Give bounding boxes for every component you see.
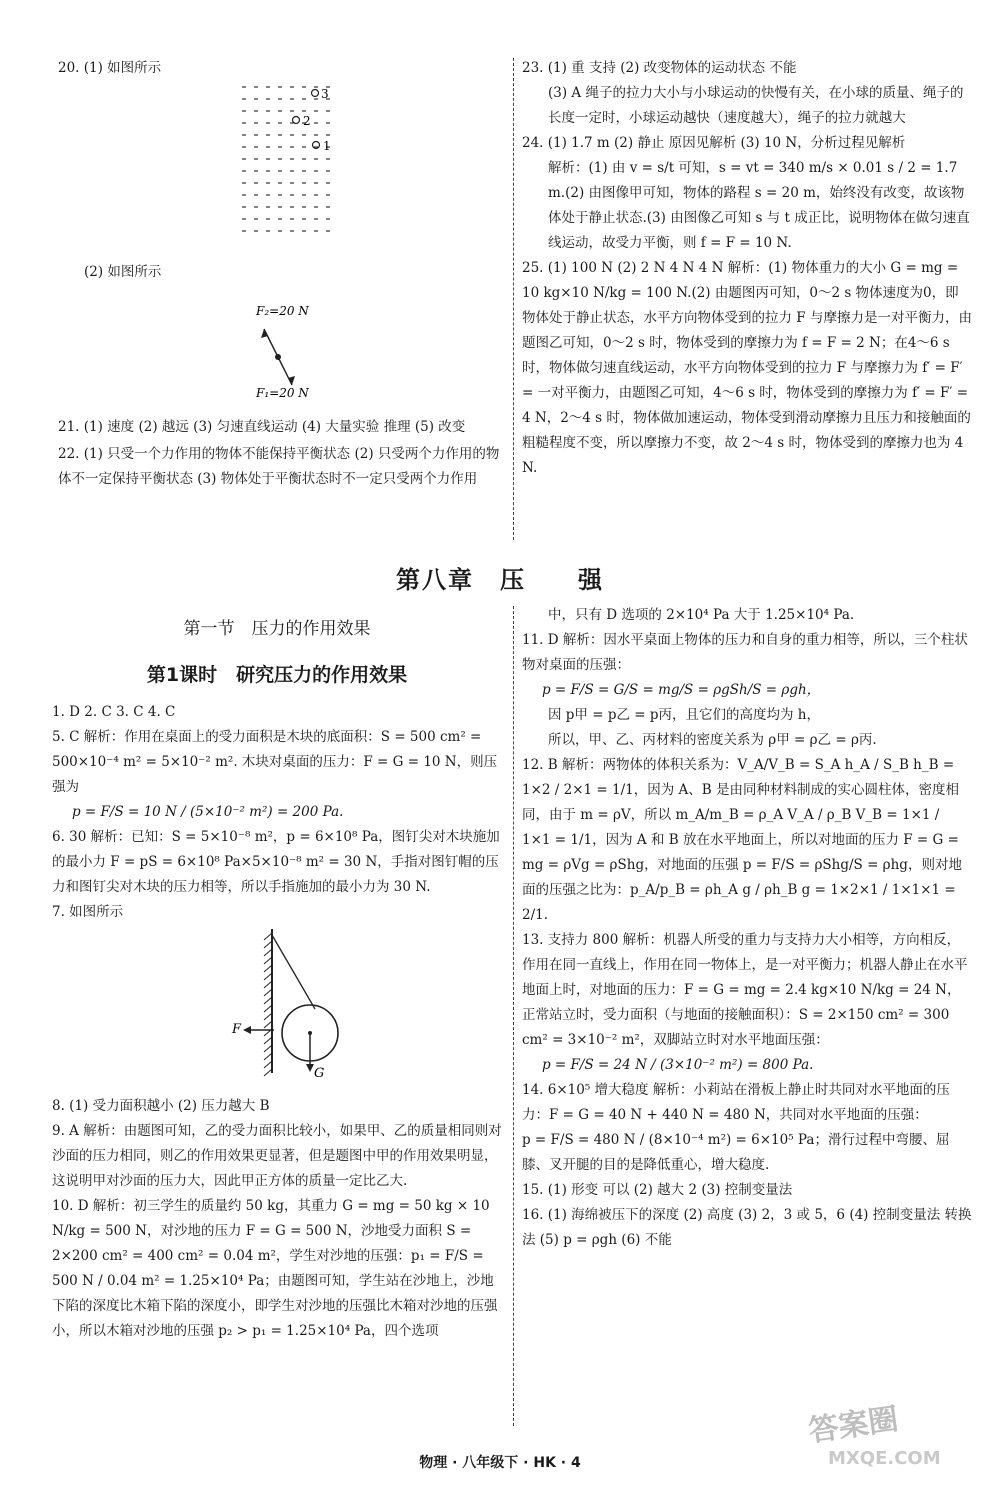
- q7: 7. 如图所示: [52, 904, 124, 920]
- q10-part1: 10. D 解析：初三学生的质量约 50 kg，其重力 G = mg = 50 kg × 10 N/kg = 500 N，对沙地的压力 F = G = 500 N，沙地受力面积 S = 2×200 cm² = 400 cm² = 0.04 m²，学生对沙地的压强：p₁ = F/S =: [52, 1198, 490, 1264]
- wall-hatch: [264, 989, 272, 996]
- position-point-2: [293, 117, 300, 124]
- q6: 6. 30 解析：已知：S = 5×10⁻⁸ m²，p = 6×10⁸ Pa，图钉尖对木块施加的最小力 F = pS = 6×10⁸ Pa×5×10⁻⁸ m² = 30 N，手指对图钉帽的压力和图钉尖对木块的压力相等，所以手指施加的最小力为 30 N.: [52, 829, 500, 895]
- point-label-3: 3: [321, 87, 329, 101]
- column-divider-bottom: [513, 606, 514, 1426]
- bottom-left-column: [52, 700, 502, 1344]
- wall-hatch: [264, 965, 272, 972]
- q13-formula: p = F/S = 24 N / (3×10⁻² m²) = 800 Pa.: [542, 1057, 814, 1073]
- q20-grid-figure: [58, 81, 506, 251]
- q21: 21. (1) 速度 (2) 越远 (3) 匀速直线运动 (4) 大量实验 推理 (5) 改变: [58, 419, 466, 435]
- arrowhead-g: [306, 1064, 314, 1072]
- wall-hatch: [264, 1037, 272, 1044]
- q11-formula: p = F/S = G/S = mg/S = ρgSh/S = ρgh，: [542, 682, 821, 698]
- q24-answer: 24. (1) 1.7 m (2) 静止 原因见解析 (3) 10 N，分析过程见解析: [522, 135, 906, 151]
- q14-part2: p = F/S = 480 N / (8×10⁻⁴ m²) = 6×10⁵ Pa；滑行过程中弯腰、屈膝、叉开腿的目的是降低重心，增大稳度.: [522, 1132, 950, 1173]
- wall-hatch: [264, 997, 272, 1004]
- wall-hatch: [264, 1053, 272, 1060]
- q16: 16. (1) 海绵被压下的深度 (2) 高度 (3) 2，3 或 5，6 (4) 控制变量法 转换法 (5) p = ρgh (6) 不能: [522, 1207, 972, 1248]
- wall-hatch: [264, 1069, 272, 1076]
- force-label-f2: F₂=20 N: [256, 304, 309, 318]
- wall-hatch: [264, 981, 272, 988]
- wall-hatch: [264, 1045, 272, 1052]
- q23-part2: (3) A 绳子的拉力大小与小球运动的快慢有关，在小球的质量、绳子的长度一定时，小球运动越快（速度越大），绳子的拉力就越大: [548, 85, 964, 126]
- label-f: F: [232, 1022, 242, 1037]
- position-point-3: [312, 90, 319, 97]
- q1-4: 1. D 2. C 3. C 4. C: [52, 704, 176, 720]
- q20-part2: (2) 如图所示: [84, 264, 162, 280]
- wall-hatch: [264, 1021, 272, 1028]
- q24-analysis: 解析：(1) 由 v = s/t 可知，s = vt = 340 m/s × 0.01 s / 2 = 1.7 m.(2) 由图像甲可知，物体的路程 s = 20 m，始终没有改变，故该物体处于静止状态.(3) 由图像乙可知 s 与 t 成正比，说明物体在做匀速直线运动，故受力平衡，则 f = F = 10 N.: [548, 160, 970, 251]
- q10-part3: 中，只有 D 选项的 2×10⁴ Pa 大于 1.25×10⁴ Pa.: [548, 607, 855, 623]
- rope: [272, 935, 315, 1009]
- object-point: [275, 354, 281, 360]
- q22: 22. (1) 只受一个力作用的物体不能保持平衡状态 (2) 只受两个力作用的物体不一定保持平衡状态 (3) 物体处于平衡状态时不一定只受两个力作用: [58, 446, 500, 487]
- section-title: 第一节 压力的作用效果: [183, 619, 371, 639]
- page-footer: 物理 · 八年级下 · HK · 4: [419, 1455, 581, 1471]
- top-right-column: [522, 56, 972, 481]
- q10-part2: 500 N / 0.04 m² = 1.25×10⁴ Pa；由题图可知，学生站在沙地上，沙地下陷的深度比木箱下陷的深度小，即学生对沙地的压强比木箱对沙地的压强小，所以木箱对沙地的压强 p₂ > p₁ = 1.25×10⁴ Pa，四个选项: [52, 1273, 498, 1339]
- point-label-1: 1: [323, 139, 331, 153]
- point-label-2: 2: [303, 114, 311, 128]
- wall-hatch: [264, 949, 272, 956]
- q12: 12. B 解析：两物体的体积关系为：V_A/V_B = S_A h_A / S_B h_B = 1×2 / 2×1 = 1/1，因为 A、B 是由同种材料制成的实心圆柱体，密度相同，由于 m = ρV，所以 m_A/m_B = ρ_A V_A / ρ_B V_B = 1×1 / 1×1 = 1/1，因为 A 和 B 放在水平地面上，所以对地面的压力 F = G = mg = ρVg = ρShg，对地面的压强 p = F/S = ρShg/S = ρhg，则对地面的压强之比为：p_A/p_B = ρh_A g / ρh_B g = 1×2×1 / 1×1×1 = 2/1.: [522, 757, 962, 923]
- q13-part1: 13. 支持力 800 解析：机器人所受的重力与支持力大小相等，方向相反，作用在同一直线上，作用在同一物体上，是一对平衡力；机器人静止在水平地面上时，对地面的压力：F = G = mg = 2.4 kg×10 N/kg = 24 N，正常站立时，受力面积（与地面的接触面积）：S = 2×150 cm² = 300 cm² = 3×10⁻² m²，双脚站立时对水平地面压强：: [522, 932, 968, 1048]
- q5-part1: 5. C 解析：作用在桌面上的受力面积是木块的底面积：S = 500 cm² = 500×10⁻⁴ m² = 5×10⁻² m². 木块对桌面的压力：F = G = 10 N，则压强为: [52, 729, 498, 795]
- q20-part1: 20. (1) 如图所示: [58, 60, 162, 76]
- chapter-title: 第八章 压 强: [396, 566, 604, 594]
- wall-hatch: [264, 1061, 272, 1068]
- top-left-column: [58, 56, 506, 492]
- force-label-f1: F₁=20 N: [256, 386, 309, 400]
- q9: 9. A 解析：由题图可知，乙的受力面积比较小，如果甲、乙的质量相同则对沙面的压力相同，则乙的作用效果更显著，但是题图中甲的作用效果明显，这说明甲对沙面的压力大，因此甲正方体的质量一定比乙大.: [52, 1123, 502, 1189]
- lesson-title: 第1课时 研究压力的作用效果: [146, 664, 408, 686]
- q8: 8. (1) 受力面积越小 (2) 压力越大 B: [52, 1098, 270, 1114]
- q5-formula: p = F/S = 10 N / (5×10⁻² m²) = 200 Pa.: [72, 804, 344, 820]
- wall-hatch: [264, 957, 272, 964]
- arrowhead-f: [243, 1026, 251, 1034]
- q14-part1: 14. 6×10⁵ 增大稳度 解析：小莉站在滑板上静止时共同对水平地面的压力：F = G = 40 N + 440 N = 480 N，共同对水平地面的压强：: [522, 1082, 950, 1123]
- column-divider-top: [513, 58, 514, 540]
- wall-hatch: [264, 973, 272, 980]
- q11-part4: 所以，甲、乙、丙材料的密度关系为 ρ甲 = ρ乙 = ρ丙.: [548, 732, 877, 748]
- q11-part1: 11. D 解析：因水平桌面上物体的压力和自身的重力相等，所以，三个柱状物对桌面的压强：: [522, 632, 968, 673]
- q7-wall-ball-figure: [52, 925, 502, 1085]
- bottom-right-column: [522, 603, 972, 1253]
- q23-part1: 23. (1) 重 支持 (2) 改变物体的运动状态 不能: [522, 60, 797, 76]
- wall-hatch: [264, 941, 272, 948]
- wall-hatch: [264, 1013, 272, 1020]
- wall-hatch: [264, 1005, 272, 1012]
- watermark-url: MXQE.COM: [828, 1448, 941, 1469]
- wall-hatch: [264, 933, 272, 940]
- q11-part3: 因 p甲 = p乙 = p丙，且它们的高度均为 h，: [548, 707, 820, 723]
- q20-force-figure: [58, 285, 506, 400]
- watermark-logo: 答案圈: [806, 1401, 901, 1450]
- q25: 25. (1) 100 N (2) 2 N 4 N 4 N 解析：(1) 物体重力的大小 G = mg = 10 kg×10 N/kg = 100 N.(2) 由题图丙可知，0～2 s 物体速度为0，即物体处于静止状态，水平方向物体受到的拉力 F 与摩擦力是一对平衡力，由题图乙可知，0～2 s 时，物体受到的摩擦力为 f = F = 2 N；在4～6 s 时，物体做匀速直线运动，水平方向物体受到的拉力 F 与摩擦力为 f′ = F′ = 一对平衡力，由题图乙可知，4～6 s 时，物体受到的摩擦力为 f′ = F′ = 4 N，2～4 s 时，物体做加速运动，物体受到滑动摩擦力且压力和接触面的粗糙程度不变，所以摩擦力不变，故 2～4 s 时，物体受到的摩擦力也为 4 N.: [522, 260, 972, 476]
- q15: 15. (1) 形变 可以 (2) 越大 2 (3) 控制变量法: [522, 1182, 793, 1198]
- label-g: G: [314, 1066, 325, 1081]
